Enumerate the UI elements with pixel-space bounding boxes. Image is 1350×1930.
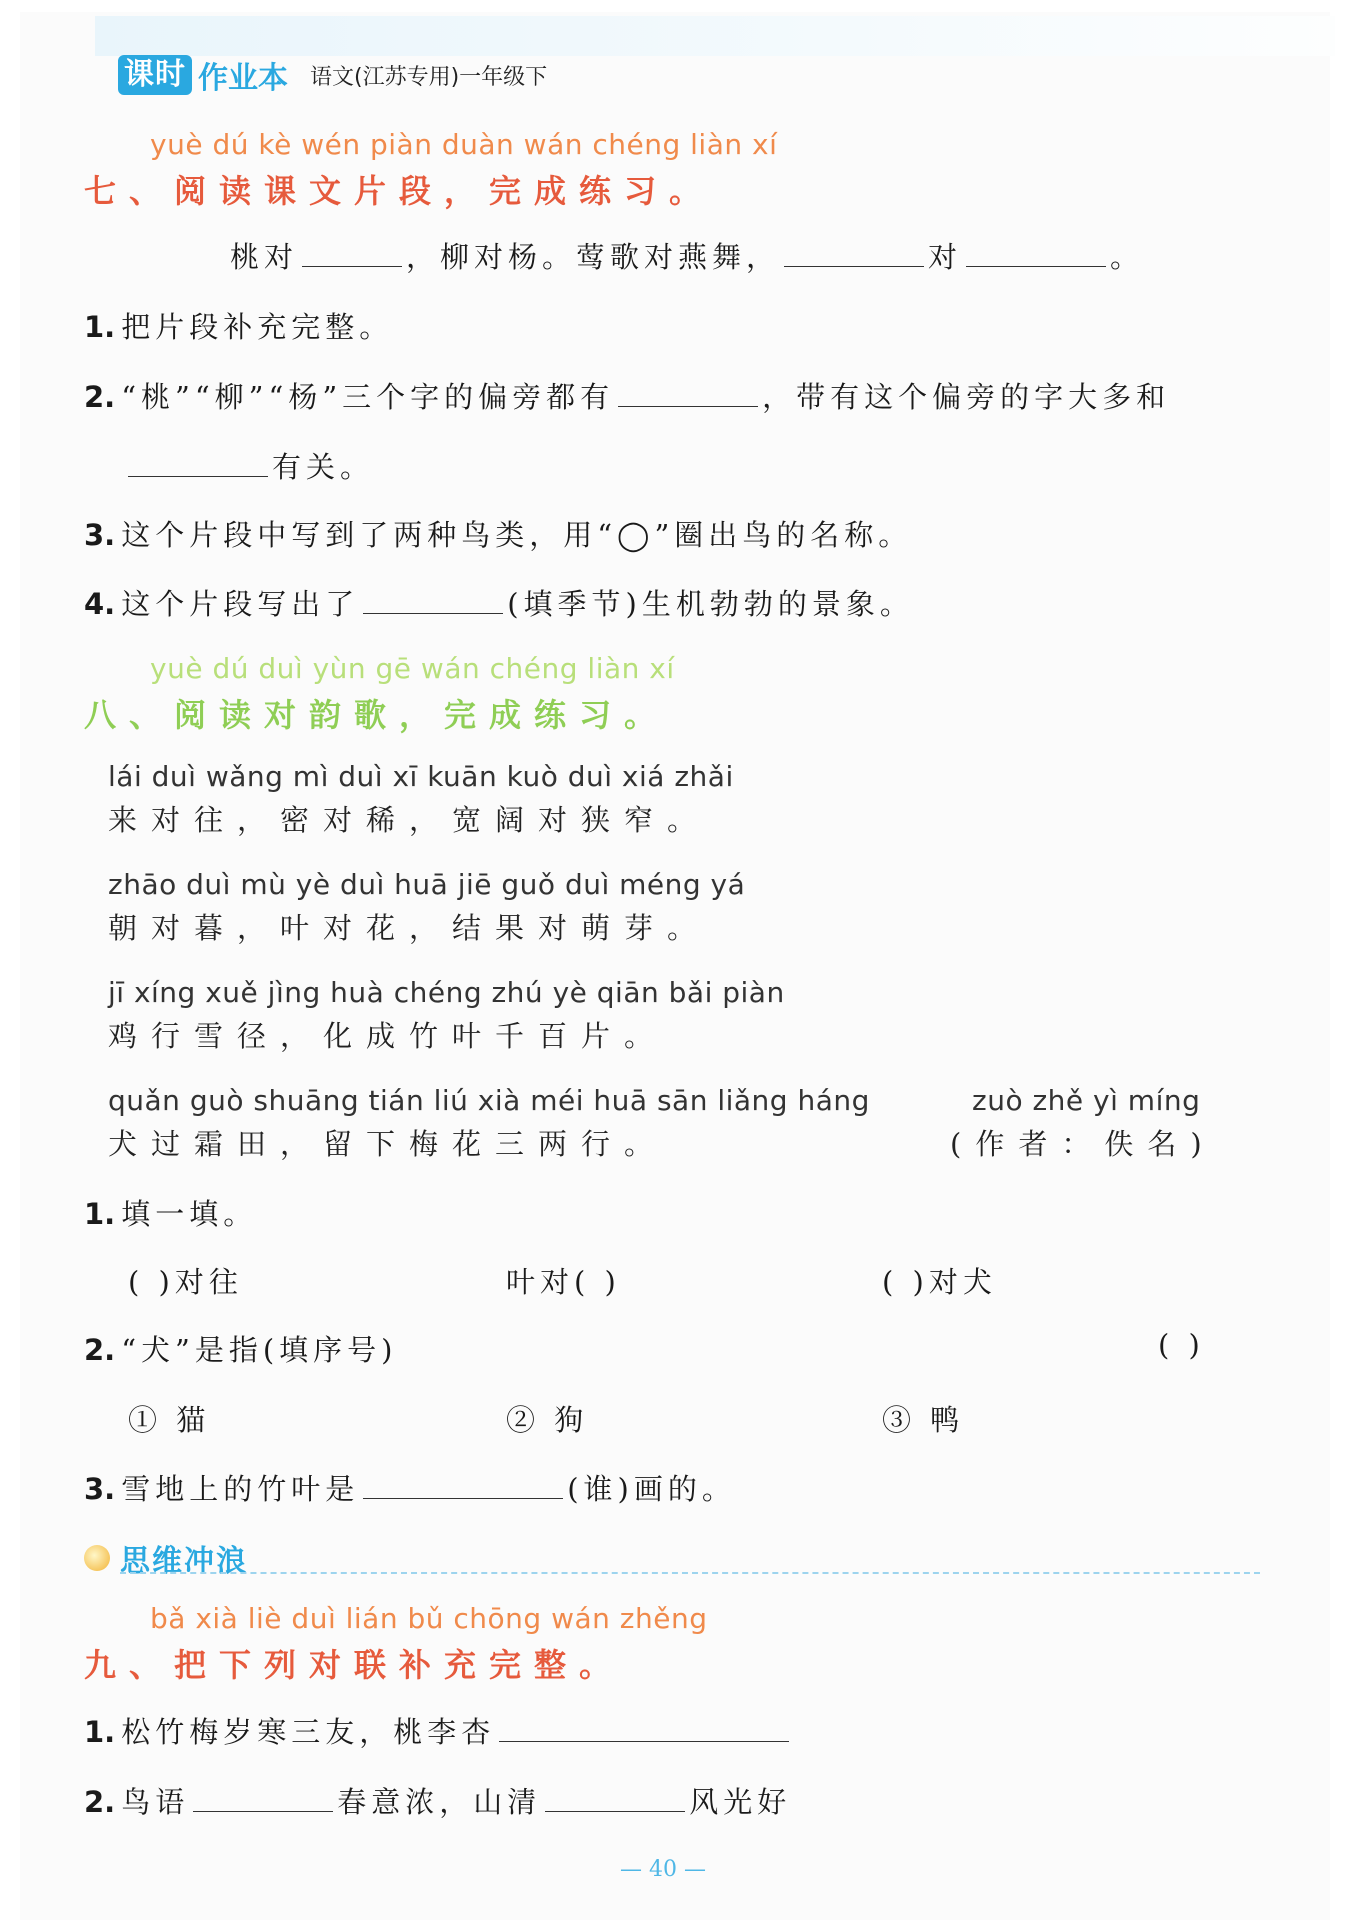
- question-number: 2.: [84, 1785, 116, 1819]
- blank-passage-2[interactable]: [784, 240, 924, 267]
- question-text: 雪地上的竹叶是: [121, 1472, 360, 1506]
- poem-author: (作者：佚名): [950, 1127, 1216, 1161]
- think-title: 思维冲浪: [120, 1544, 248, 1579]
- question-number: 1.: [84, 1197, 116, 1231]
- option-c[interactable]: ③ 鸭: [882, 1403, 965, 1437]
- page-number: — 40 —: [620, 1857, 706, 1882]
- passage-text-c: 对: [928, 240, 963, 274]
- poem-pinyin-1: lái duì wǎng mì duì xī kuān kuò duì xiá zhǎi: [108, 760, 734, 793]
- blank-passage-3[interactable]: [966, 240, 1106, 267]
- page-number-value: 40: [649, 1857, 677, 1882]
- brand-subtitle: 作业本: [198, 61, 288, 96]
- option-a[interactable]: ① 猫: [128, 1403, 211, 1437]
- poem-line-4: 犬过霜田，留下梅花三两行。: [108, 1127, 668, 1161]
- section8-title: 八、阅读对韵歌，完成练习。: [84, 696, 670, 734]
- poem-pinyin-4: quǎn guò shuāng tián liú xià méi huā sān liǎng háng: [108, 1084, 870, 1117]
- question-number: 2.: [84, 1333, 116, 1367]
- poem-line-1: 来对往，密对稀，宽阔对狭窄。: [108, 803, 711, 837]
- book-info: 语文(江苏专用)一年级下: [310, 64, 548, 90]
- question-text: 填一填。: [121, 1197, 258, 1231]
- question-text-cont: ，带有这个偏旁的字大多和: [762, 380, 1171, 414]
- section8-pinyin: yuè dú duì yùn gē wán chéng liàn xí: [150, 652, 675, 685]
- section7-title: 七、阅读课文片段，完成练习。: [84, 172, 715, 210]
- poem-pinyin-3: jī xíng xuě jìng huà chéng zhú yè qiān bǎi piàn: [108, 976, 785, 1009]
- author-pinyin: zuò zhě yì míng: [972, 1084, 1201, 1117]
- question-text: 这个片段写出了: [121, 587, 360, 621]
- question-text: “犬”是指(填序号): [121, 1333, 398, 1367]
- section9-title: 九、把下列对联补充完整。: [84, 1646, 625, 1684]
- passage-text-d: 。: [1110, 240, 1145, 274]
- question-text: “桃”“柳”“杨”三个字的偏旁都有: [121, 380, 615, 414]
- blank-couplet-3[interactable]: [545, 1785, 685, 1812]
- s7-question-2: [84, 375, 1170, 416]
- fill-item-1[interactable]: ( )对往: [128, 1265, 243, 1299]
- header-band: [95, 16, 1335, 56]
- blank-who[interactable]: [363, 1472, 563, 1499]
- passage-text-b: ，柳对杨。莺歌对燕舞，: [406, 240, 781, 274]
- question-number: 2.: [84, 380, 116, 414]
- question-number: 3.: [84, 1472, 116, 1506]
- s8-question-1: [84, 1192, 257, 1233]
- question-number: 1.: [84, 1715, 116, 1749]
- question-text-mid: 春意浓，山清: [337, 1785, 542, 1819]
- poem-line-3: 鸡行雪径，化成竹叶千百片。: [108, 1019, 668, 1053]
- fill-item-2[interactable]: 叶对( ): [506, 1265, 621, 1299]
- blank-passage-1[interactable]: [302, 240, 402, 267]
- section7-pinyin: yuè dú kè wén piàn duàn wán chéng liàn xí: [150, 128, 778, 161]
- poem-pinyin-2: zhāo duì mù yè duì huā jiē guǒ duì méng yá: [108, 868, 746, 901]
- s7-question-4: [84, 582, 914, 623]
- blank-season[interactable]: [363, 587, 503, 614]
- lightbulb-icon: [84, 1545, 110, 1571]
- option-b[interactable]: ② 狗: [506, 1403, 589, 1437]
- question-text-end: 风光好: [689, 1785, 792, 1819]
- question-text: 松竹梅岁寒三友，桃李杏: [121, 1715, 496, 1749]
- question-number: 1.: [84, 310, 116, 344]
- s9-question-1: [84, 1710, 793, 1751]
- answer-paren[interactable]: ( ): [1158, 1328, 1205, 1362]
- blank-related[interactable]: [128, 450, 268, 477]
- brand-logo: 课时: [118, 55, 192, 95]
- blank-couplet-2[interactable]: [193, 1785, 333, 1812]
- passage-text-a: 桃对: [230, 240, 299, 274]
- question-text: 鸟语: [121, 1785, 190, 1819]
- header-brand: [118, 53, 547, 97]
- question-text-end: 有关。: [272, 450, 375, 484]
- section-divider: [120, 1572, 1260, 1574]
- section9-pinyin: bǎ xià liè duì lián bǔ chōng wán zhěng: [150, 1602, 708, 1635]
- question-number: 3.: [84, 518, 116, 552]
- s9-question-2: [84, 1780, 791, 1821]
- blank-radical[interactable]: [618, 380, 758, 407]
- s7-question-3: [84, 513, 912, 554]
- question-number: 4.: [84, 587, 116, 621]
- s7-question-1: [84, 305, 393, 346]
- blank-couplet-1[interactable]: [499, 1715, 789, 1742]
- poem-line-2: 朝对暮，叶对花，结果对萌芽。: [108, 911, 711, 945]
- s8-question-2: [84, 1328, 397, 1369]
- s7-question-2-cont: [128, 445, 374, 486]
- s8-question-3: [84, 1467, 736, 1508]
- section7-passage: [230, 235, 1144, 276]
- question-text-end: (谁)画的。: [567, 1472, 736, 1506]
- question-text: 这个片段中写到了两种鸟类，用“◯”圈出鸟的名称。: [121, 518, 913, 552]
- question-text: 把片段补充完整。: [121, 310, 394, 344]
- question-text-end: (填季节)生机勃勃的景象。: [507, 587, 914, 621]
- fill-item-3[interactable]: ( )对犬: [882, 1265, 997, 1299]
